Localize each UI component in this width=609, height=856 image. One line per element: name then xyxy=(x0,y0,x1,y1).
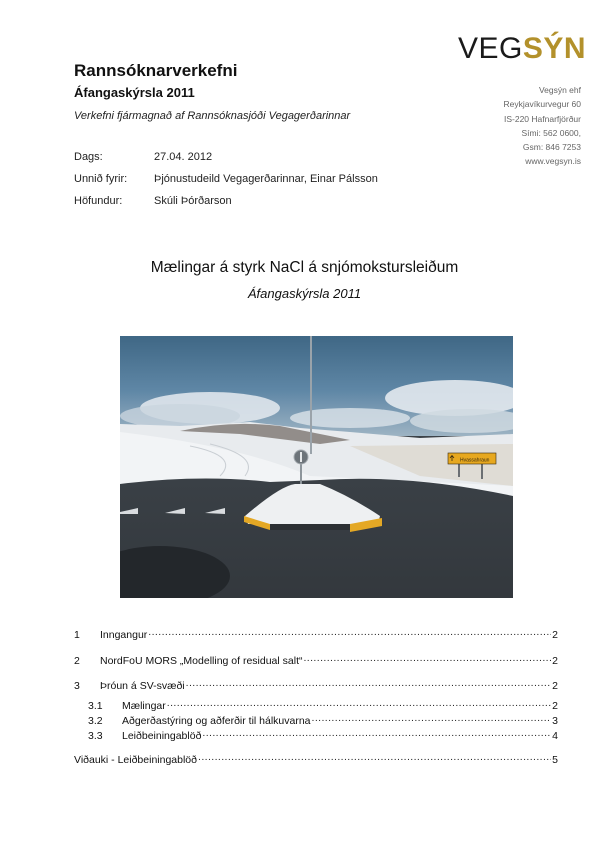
toc-number: 2 xyxy=(74,655,80,667)
vegsyn-logo xyxy=(458,34,586,64)
toc-leader xyxy=(202,729,551,739)
document-subtitle: Áfangaskýrsla 2011 xyxy=(247,286,362,301)
company-phone: Sími: 562 0600, xyxy=(521,127,581,138)
toc-label: Leiðbeiningablöð xyxy=(122,730,202,742)
toc-leader xyxy=(186,679,552,689)
logo-part-syn: SÝN xyxy=(522,32,587,65)
toc-page: 2 xyxy=(552,629,558,641)
document-meta xyxy=(74,150,378,216)
toc-entry[interactable] xyxy=(74,628,558,641)
company-mobile: Gsm: 846 7253 xyxy=(522,142,581,153)
meta-value: Skúli Þórðarson xyxy=(154,195,232,207)
toc-label: Viðauki - Leiðbeiningablöð xyxy=(74,754,197,766)
toc-leader xyxy=(303,654,551,664)
company-address xyxy=(504,83,581,169)
cover-photo xyxy=(120,336,513,598)
toc-label: Mælingar xyxy=(122,700,166,712)
company-website: www.vegsyn.is xyxy=(525,156,581,167)
meta-row-author xyxy=(74,194,378,216)
meta-value: Þjónustudeild Vegagerðarinnar, Einar Pálsson xyxy=(154,173,378,185)
company-street: Reykjavíkurvegur 60 xyxy=(503,99,581,110)
toc-entry[interactable] xyxy=(74,729,558,742)
meta-value: 27.04. 2012 xyxy=(154,151,213,163)
logo-part-veg: VEG xyxy=(458,32,523,65)
toc-entry[interactable] xyxy=(74,699,558,712)
meta-label: Unnið fyrir: xyxy=(74,173,128,185)
toc-entry[interactable] xyxy=(74,714,558,727)
meta-row-client xyxy=(74,172,378,194)
toc-leader xyxy=(167,699,551,709)
toc-entry[interactable] xyxy=(74,753,558,766)
meta-label: Dags: xyxy=(74,151,103,163)
toc-leader xyxy=(198,753,551,763)
toc-entry[interactable] xyxy=(74,679,558,692)
toc-label: Þróun á SV-svæði xyxy=(100,680,185,692)
toc-number: 3 xyxy=(74,680,80,692)
toc-leader xyxy=(148,628,551,638)
toc-entry[interactable] xyxy=(74,654,558,667)
report-type-title: Rannsóknarverkefni xyxy=(74,61,238,80)
toc-number: 3.3 xyxy=(88,730,103,742)
toc-leader xyxy=(312,714,552,724)
document-title: Mælingar á styrk NaCl á snjómokstursleiðum xyxy=(150,259,459,276)
funding-note: Verkefni fjármagnað af Rannsóknasjóði Vegagerðarinnar xyxy=(74,110,351,122)
toc-page: 2 xyxy=(552,700,558,712)
toc-label: Inngangur xyxy=(100,629,148,641)
toc-page: 2 xyxy=(552,655,558,667)
toc-number: 1 xyxy=(74,629,80,641)
toc-page: 4 xyxy=(552,730,558,742)
toc-number: 3.1 xyxy=(88,700,103,712)
meta-label: Höfundur: xyxy=(74,195,123,207)
toc-label: NordFoU MORS „Modelling of residual salt“ xyxy=(100,655,303,667)
toc-page: 3 xyxy=(552,715,558,727)
svg-text:Hvassahraun: Hvassahraun xyxy=(460,457,490,464)
company-name: Vegsýn ehf xyxy=(538,85,581,95)
meta-row-date xyxy=(74,150,378,172)
toc-page: 5 xyxy=(552,754,558,766)
toc-label: Aðgerðastýring og aðferðir til hálkuvarna xyxy=(122,715,311,727)
report-type-subtitle: Áfangaskýrsla 2011 xyxy=(74,85,195,100)
toc-number: 3.2 xyxy=(88,715,103,727)
toc-page: 2 xyxy=(552,680,558,692)
company-postcode: IS-220 Hafnarfjörður xyxy=(503,113,581,124)
